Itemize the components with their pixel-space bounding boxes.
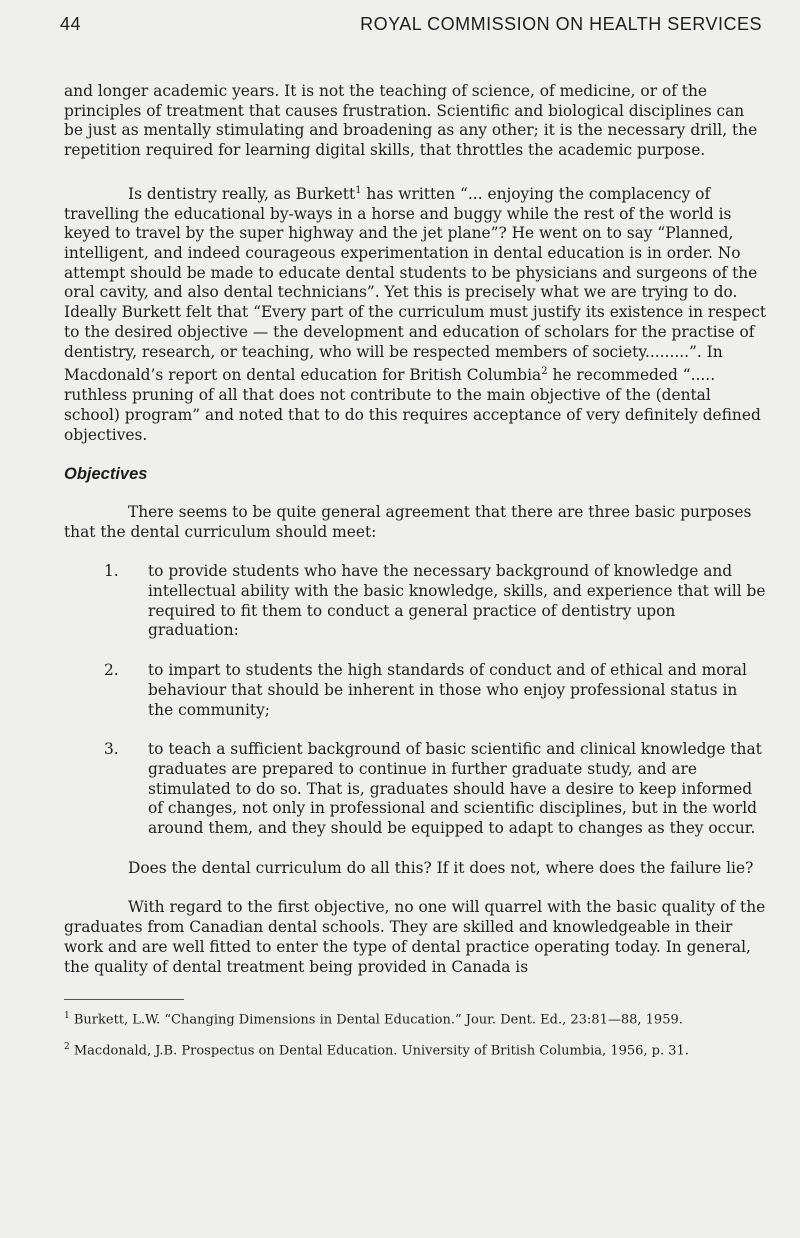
- objective-item: [64, 562, 766, 641]
- question-paragraph: Does the dental curriculum do all this? If it does not, where does the failure lie?: [128, 858, 754, 877]
- closing-paragraph: With regard to the first objective, no one will quarrel with the basic quality of the graduates from Canadian dental schools. They are skilled and knowledgeable in their work and are well fitted to enter the type of dental practice operating today. In general, the quality of dental treatment being provided in Canada is: [64, 898, 766, 976]
- footnote-mark: 1: [64, 1011, 70, 1022]
- objective-item: [64, 740, 766, 839]
- paragraph-2-part-3: he recommeded “..... ruthless pruning of all that does not contribute to the main objective of the (dental school) program” and noted that to do this requires acceptance of very definitely defined objectives.: [64, 366, 761, 444]
- objective-item: [64, 661, 766, 720]
- objective-number: 2.: [104, 661, 119, 680]
- footnote-text: Macdonald, J.B. Prospectus on Dental Education. University of British Columbia, 1956, p. 31.: [69, 1042, 689, 1058]
- paragraph-2-part-1: Is dentistry really, as Burkett: [128, 184, 356, 203]
- objective-text: to teach a sufficient background of basic scientific and clinical knowledge that graduates are prepared to continue in further graduate study, and are stimulated to do so. That is, graduates should have a desire to keep informed of changes, not only in professional and scientific disciplines, but in the world around them, and they should be equipped to adapt to changes as they occur.: [148, 740, 762, 838]
- objective-text: to impart to students the high standards of conduct and of ethical and moral behaviour that should be inherent in those who enjoy professional status in the community;: [148, 661, 747, 719]
- paragraph-2-part-2: has written “... enjoying the complacency of travelling the educational by-ways in a horse and buggy while the rest of the world is keyed to travel by the super highway and the jet plane”? He went on to say “Planned, intelligent, and indeed courageous experimentation in dental education is in order. No attempt should be made to educate dental students to be physicians and surgeons of the oral cavity, and also dental technicians”. Yet this is precisely what we are trying to do. Ideally Burkett felt that “Every part of the curriculum must justify its existence in respect to the desired objective — the development and education of scholars for the practise of dentistry, research, or teaching, who will be respected members of society.........”. In Macdonald’s report on dental education for British Columbia: [64, 184, 767, 385]
- objective-text: to provide students who have the necessary background of knowledge and intellectual ability with the basic knowledge, skills, and experience that will be required to fit them to conduct a general practice of dentistry upon graduation:: [148, 562, 766, 640]
- section-heading: Objectives: [64, 465, 148, 484]
- paragraph-2: [64, 181, 766, 445]
- footnote: [64, 1008, 766, 1028]
- page-number: 44: [60, 14, 82, 34]
- footnote-ref-1: 1: [355, 184, 362, 196]
- objective-number: 3.: [104, 740, 119, 759]
- objectives-intro: There seems to be quite general agreement that there are three basic purposes that the dental curriculum should meet:: [64, 502, 752, 541]
- footnote-ref-2: 2: [541, 366, 548, 378]
- footnote-mark: 2: [64, 1041, 70, 1052]
- footnote-divider: [64, 999, 184, 1000]
- paragraph-1: and longer academic years. It is not the teaching of science, of medicine, or of the principles of treatment that causes frustration. Scientific and biological disciplines can be just as mentally stimulating and broadening as any other; it is the necessary drill, the repetition required for learning digital skills, that throttles the academic purpose.: [64, 82, 758, 160]
- running-header: [60, 14, 762, 35]
- footnote-text: Burkett, L.W. “Changing Dimensions in Dental Education.” Jour. Dent. Ed., 23:81—88, 1959.: [69, 1012, 683, 1028]
- body-text: [64, 82, 766, 1069]
- footnote: [64, 1039, 766, 1059]
- objective-number: 1.: [104, 562, 119, 581]
- running-title: ROYAL COMMISSION ON HEALTH SERVICES: [360, 14, 762, 34]
